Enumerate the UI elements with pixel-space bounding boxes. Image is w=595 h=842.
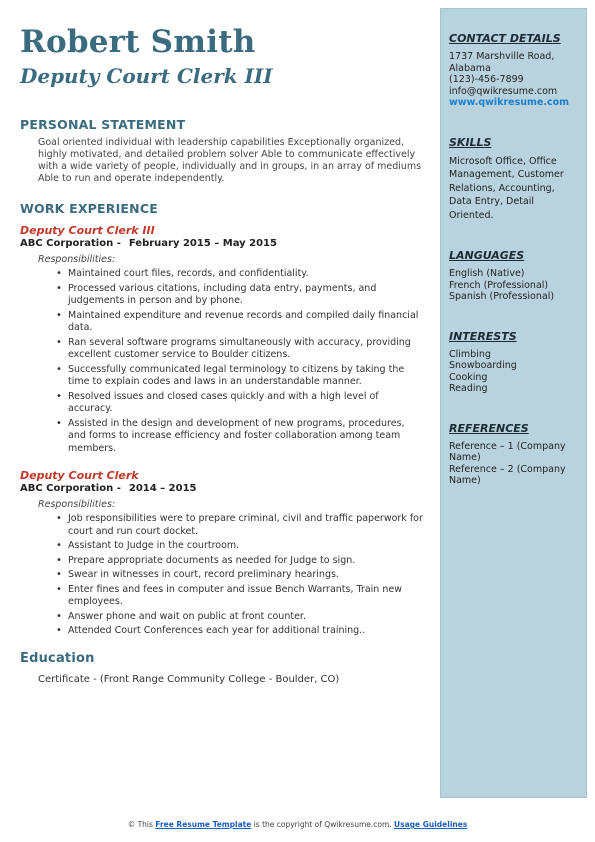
work-experience-heading: WORK EXPERIENCE: [20, 201, 158, 216]
job-company-line: [20, 483, 425, 495]
list-item: • Answer phone and wait on public at front counter.: [56, 611, 425, 624]
responsibility-list: [20, 268, 425, 455]
contact-details: [449, 51, 578, 109]
education-heading: Education: [20, 650, 95, 666]
list-item: • Assisted in the design and development of new programs, procedures, and forms to increase efficiency and foster collaboration among team members.: [56, 418, 425, 456]
main-column: [20, 24, 425, 685]
personal-statement-heading: PERSONAL STATEMENT: [20, 117, 186, 132]
languages-list: [449, 268, 578, 303]
language-item: English (Native): [449, 268, 525, 279]
footer-prefix: © This: [127, 820, 153, 829]
list-item: • Assistant to Judge in the courtroom.: [56, 540, 425, 553]
job-title: Deputy Court Clerk III: [20, 224, 155, 237]
reference-item: Reference – 2 (Company Name): [449, 463, 566, 486]
language-item: French (Professional): [449, 279, 549, 291]
job-dates: 2014 – 2015: [128, 483, 197, 494]
free-resume-template-link[interactable]: Free Resume Template: [155, 820, 252, 829]
interest-item: Cooking: [449, 371, 488, 383]
skills-heading: SKILLS: [449, 135, 492, 149]
footer: [0, 820, 595, 829]
languages-heading: LANGUAGES: [449, 249, 525, 262]
interests-list: [449, 349, 578, 395]
education-entry: Certificate - (Front Range Community College - Boulder, CO): [38, 673, 340, 685]
list-item: • Processed various citations, including data entry, payments, and judgements in person and by phone.: [56, 283, 425, 308]
interest-item: Reading: [449, 383, 488, 394]
contact-heading: CONTACT DETAILS: [449, 32, 561, 45]
interest-item: Snowboarding: [449, 360, 517, 371]
reference-item: Reference – 1 (Company Name): [449, 440, 566, 463]
job-company: ABC Corporation -: [20, 238, 121, 249]
responsibility-list: [20, 513, 425, 638]
contact-section: [449, 32, 578, 109]
job-entry: [20, 469, 425, 638]
job-title: Deputy Court Clerk: [20, 469, 139, 482]
responsibilities-label: Responsibilities:: [38, 499, 116, 510]
job-dates: February 2015 – May 2015: [128, 238, 277, 249]
candidate-name: Robert Smith: [20, 24, 256, 60]
references-section: [449, 422, 578, 487]
list-item: • Prepare appropriate documents as needed for Judge to sign.: [56, 555, 425, 568]
language-item: Spanish (Professional): [449, 291, 555, 302]
list-item: • Resolved issues and closed cases quickly and with a high level of accuracy.: [56, 391, 425, 416]
interests-heading: INTERESTS: [449, 329, 517, 343]
skills-text: Microsoft Office, Office Management, Customer Relations, Accounting, Data Entry, Detail Oriented.: [449, 155, 564, 221]
list-item: • Successfully communicated legal terminology to citizens by taking the time to explain codes and laws in an understandable manner.: [56, 364, 425, 389]
candidate-title: Deputy Court Clerk III: [20, 64, 273, 88]
address-line: 1737 Marshville Road,: [449, 51, 555, 62]
email-address: info@qwikresume.com: [449, 85, 558, 97]
list-item: • Swear in witnesses in court, record preliminary hearings.: [56, 569, 425, 582]
references-heading: REFERENCES: [449, 421, 529, 435]
job-entry: [20, 224, 425, 455]
address-line: Alabama: [449, 62, 491, 74]
skills-section: [449, 136, 578, 223]
responsibilities-label: Responsibilities:: [38, 254, 116, 265]
personal-statement-text: Goal oriented individual with leadership capabilities Exceptionally organized, highly motivated, and detailed problem solver Able to communicate effectively with a wide variety of people, individually and in groups, in an array of mediums Able to run and operate independently.: [38, 137, 422, 184]
website-link[interactable]: www.qwikresume.com: [449, 97, 570, 108]
job-company: ABC Corporation -: [20, 483, 121, 494]
list-item: • Maintained expenditure and revenue records and compiled daily financial data.: [56, 310, 425, 335]
references-list: [449, 441, 578, 487]
interests-section: [449, 330, 578, 395]
list-item: • Job responsibilities were to prepare criminal, civil and traffic paperwork for court and run court docket.: [56, 513, 425, 538]
phone-number: (123)-456-7899: [449, 74, 524, 85]
usage-guidelines-link[interactable]: Usage Guidelines: [394, 820, 468, 829]
list-item: • Ran several software programs simultaneously with accuracy, providing excellent customer service to Boulder citizens.: [56, 337, 425, 362]
job-company-line: [20, 238, 425, 250]
list-item: • Enter fines and fees in computer and issue Bench Warrants, Train new employees.: [56, 584, 425, 609]
list-item: • Attended Court Conferences each year for additional training..: [56, 625, 425, 638]
sidebar: [440, 8, 587, 798]
footer-copyright: is the copyright of Qwikresume.com.: [253, 820, 392, 829]
list-item: • Maintained court files, records, and confidentiality.: [56, 268, 425, 281]
languages-section: [449, 249, 578, 303]
interest-item: Climbing: [449, 348, 491, 360]
